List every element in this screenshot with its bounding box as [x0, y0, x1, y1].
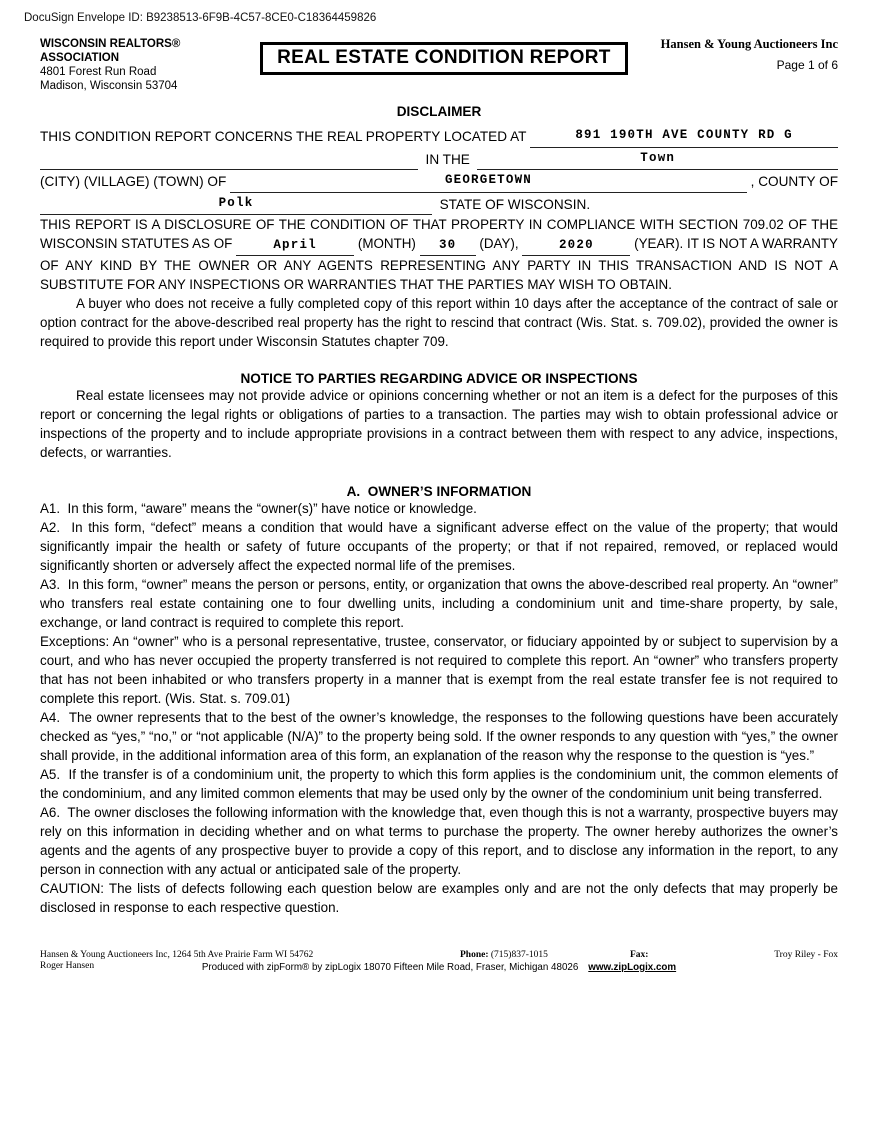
header-right-block — [628, 37, 838, 72]
property-address-field[interactable]: 891 190TH AVE COUNTY RD G — [530, 125, 838, 148]
paragraph-a3: A3. In this form, “owner” means the person or persons, entity, or organization that owns the above-described real property. An “owner” who transfers real estate containing one to four dwelling units, including a condominium unit and time-share property, by sale, exchange, or land contract is required to complete this report. — [40, 577, 838, 630]
in-the-label: IN THE — [418, 151, 478, 167]
paragraph-a5: A5. If the transfer is of a condominium unit, the property to which this form applies is the condominium unit, the common elements of the condominium, and any limited common elements that may be used only by the owner of the condominium unit being transferred. — [40, 767, 838, 801]
page-number: Page 1 of 6 — [776, 58, 838, 72]
day-field[interactable]: 30 — [420, 236, 476, 256]
document-page — [0, 37, 878, 975]
company-name: Hansen & Young Auctioneers Inc — [660, 37, 838, 51]
address-continuation-field[interactable] — [40, 151, 418, 170]
disclaimer-heading: DISCLAIMER — [396, 104, 482, 119]
location-line-1 — [40, 125, 838, 148]
city-village-town-label: (CITY) (VILLAGE) (TOWN) OF — [40, 174, 227, 189]
location-line-2 — [40, 148, 838, 171]
footer-row-1 — [40, 950, 838, 960]
disclosure-text-part2: (YEAR). IT IS NOT A WARRANTY OF ANY KIND BY THE OWNER OR ANY AGENTS REPRESENTING ANY PARTY IN THIS TRANSACTION AND IS NOT A SUBSTITUTE FOR ANY INSPECTIONS OR WARRANTIES THAT THE PARTIES MAY WISH TO OBTAIN. — [40, 236, 838, 292]
notice-heading: NOTICE TO PARTIES REGARDING ADVICE OR INSPECTIONS — [240, 371, 638, 386]
page-footer — [40, 950, 838, 975]
docusign-envelope-id: DocuSign Envelope ID: B9238513-6F9B-4C57-8CE0-C18364459826 — [24, 12, 377, 24]
county-of-label: , COUNTY OF — [750, 174, 838, 189]
footer-phone — [460, 950, 630, 960]
location-line-4 — [40, 193, 838, 216]
report-title: REAL ESTATE CONDITION REPORT — [260, 42, 628, 75]
org-name: WISCONSIN REALTORS® ASSOCIATION — [40, 38, 181, 64]
day-label: (DAY), — [475, 236, 523, 251]
year-field[interactable]: 2020 — [522, 236, 630, 256]
paragraph-a3-exceptions: Exceptions: An “owner” who is a personal representative, trustee, conservator, or fiduciary appointed by or subject to supervision by a court, and who has never occupied the property transferred is not required to complete this report. An “owner” who transfers property that has not been inhabited or who transfers property in a manner that is exempt from the real estate transfer fee is not required to complete this report. (Wis. Stat. s. 709.01) — [40, 634, 838, 706]
phone-label: Phone: — [460, 950, 489, 960]
caution-paragraph: CAUTION: The lists of defects following each question below are examples only and are not the only defects that may properly be disclosed in response to each respective question. — [40, 881, 838, 915]
org-address-line2: Madison, Wisconsin 53704 — [40, 80, 178, 92]
footer-row-2 — [40, 961, 838, 975]
located-at-label: THIS CONDITION REPORT CONCERNS THE REAL PROPERTY LOCATED AT — [40, 129, 527, 144]
footer-file-name: Troy Riley - Fox — [774, 950, 838, 960]
fax-label: Fax: — [630, 950, 649, 960]
org-address-line1: 4801 Forest Run Road — [40, 66, 157, 78]
footer-agent-name: Roger Hansen — [40, 961, 95, 971]
disclosure-text-part1: THIS REPORT IS A DISCLOSURE OF THE CONDITION OF THAT PROPERTY IN COMPLIANCE WITH SECTION 709.02 OF THE WISCONSIN STATUTES AS OF — [40, 217, 838, 251]
org-block — [40, 37, 260, 93]
ziplogix-link[interactable]: www.zipLogix.com — [588, 962, 677, 973]
month-field[interactable]: April — [236, 236, 354, 256]
paragraph-a6: A6. The owner discloses the following information with the knowledge that, even though this is not a warranty, prospective buyers may rely on this information in deciding whether and on what terms to purchase the property. The owner hereby authorizes the owner’s agents and the agents of any prospective buyer to provide a copy of this report, and to disclose any information in the report, to any person in connection with any actual or anticipated sale of the property. — [40, 805, 838, 877]
municipality-name-field[interactable]: GEORGETOWN — [230, 170, 747, 193]
phone-value: (715)837-1015 — [488, 950, 548, 960]
month-label: (MONTH) — [354, 236, 420, 251]
municipality-type-field[interactable]: Town — [477, 148, 838, 171]
notice-body-paragraph: Real estate licensees may not provide advice or opinions concerning whether or not an item is a defect for the purposes of this report or concerning the legal rights or obligations of parties to a transaction. The parties may wish to obtain professional advice or inspections of the property and to include appropriate provisions in a contract between them with respect to any advice, inspections, defects, or warranties. — [40, 388, 838, 460]
county-name-field[interactable]: Polk — [40, 193, 432, 216]
produced-text: Produced with zipForm® by zipLogix 18070 Fifteen Mile Road, Fraser, Michigan 48026 — [201, 962, 579, 973]
report-disclosure-paragraph — [40, 215, 838, 294]
paragraph-a1: A1. In this form, “aware” means the “owner(s)” have notice or knowledge. — [40, 501, 477, 516]
state-label: STATE OF WISCONSIN. — [439, 196, 591, 212]
location-line-3 — [40, 170, 838, 193]
section-a-heading: A. OWNER’S INFORMATION — [346, 484, 532, 499]
buyer-rescind-paragraph: A buyer who does not receive a fully completed copy of this report within 10 days after the acceptance of the contract of sale or option contract for the above-described real property has the right to rescind that contract (Wis. Stat. s. 709.02), provided the owner is required to provide this report under Wisconsin Statutes chapter 709. — [40, 296, 838, 349]
property-location-block — [40, 125, 838, 215]
page-header — [40, 37, 838, 93]
paragraph-a2: A2. In this form, “defect” means a condition that would have a significant adverse effect on the value of the property; that would significantly impair the health or safety of future occupants of the property; or that if not repaired, removed, or replaced would significantly shorten or adversely affect the expected normal life of the premises. — [40, 520, 838, 573]
footer-broker-address: Hansen & Young Auctioneers Inc, 1264 5th Ave Prairie Farm WI 54762 — [40, 950, 314, 960]
paragraph-a4: A4. The owner represents that to the best of the owner’s knowledge, the responses to the following questions have been accurately checked as “yes,” “no,” or “not applicable (N/A)” to the property being sold. If the owner responds to any question with “yes,” the owner shall provide, in the additional information area of this form, an explanation of the reason why the response to the question is “yes.” — [40, 710, 838, 763]
footer-produced-line — [40, 962, 838, 973]
